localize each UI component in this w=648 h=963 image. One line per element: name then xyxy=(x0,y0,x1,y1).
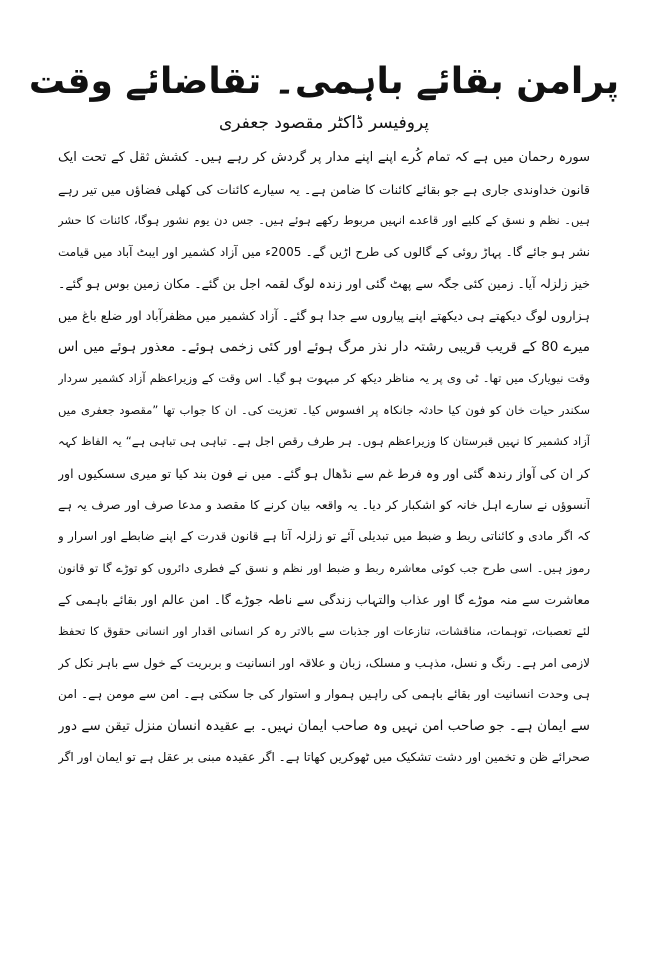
body-line: کہ اگر مادی و کائناتی ربط و ضبط میں تبدیلی آئے تو زلزلہ آتا ہے قانون قدرت کے اپنے ضابطے اور اسرار و xyxy=(58,529,590,544)
body-line: ہزاروں لوگ دیکھتے ہی دیکھتے اپنے پیاروں سے جدا ہو گئے۔ آزاد کشمیر میں مظفرآباد اور ضلع باغ میں xyxy=(58,307,590,323)
body-line: آنسوؤں نے سارے اہل خانہ کو اشکبار کر دیا۔ یہ واقعہ بیان کرنے کا مقصد و مدعا صرف اور صرف یہ ہے xyxy=(58,497,590,512)
body-line: وقت نیویارک میں تھا۔ ٹی وی پر یہ مناظر دیکھ کر مبہوت ہو گیا۔ اس وقت کے وزیراعظم آزاد کشمیر سردار xyxy=(58,371,590,386)
article-title: پرامن بقائے باہمی۔ تقاضائے وقت xyxy=(28,61,620,103)
body-line: سکندر حیات خان کو فون کیا حادثہ جانکاہ پر افسوس کیا۔ تعزیت کی۔ ان کا جواب تھا ”مقصود جعفری میں xyxy=(58,402,590,417)
body-line: سے ایمان ہے۔ جو صاحب امن نہیں وہ صاحب ایمان نہیں۔ بے عقیدہ انسان منزل تیقن سے دور xyxy=(58,717,590,734)
article-author: پروفیسر ڈاکٹر مقصود جعفری xyxy=(218,113,430,133)
body-line: ہیں۔ نظم و نسق کے کلیے اور قاعدے انہیں مربوط رکھے ہوئے ہیں۔ جس دن یوم نشور ہوگا، کائنات کا حشر xyxy=(58,213,590,228)
body-line: لازمی امر ہے۔ رنگ و نسل، مذہب و مسلک، زبان و علاقہ اور انسانیت و بربریت کے خول سے باہر نکل کر xyxy=(58,655,590,670)
body-line: لئے تعصبات، توہمات، مناقشات، تنازعات اور جذبات سے بالاتر رہ کر انسانی اقدار اور انسانی حقوق کا تحفظ xyxy=(58,623,590,638)
body-line: معاشرت سے منہ موڑے گا اور عذاب والتہاب زندگی سے ناطہ جوڑے گا۔ امن عالم اور بقائے باہمی کے xyxy=(58,592,590,608)
body-line: خیز زلزلہ آیا۔ زمین کئی جگہ سے پھٹ گئی اور زندہ لوگ لقمہ اجل بن گئے۔ مکان زمین بوس ہو گئے۔ xyxy=(58,276,590,292)
article-body xyxy=(58,142,590,774)
body-line: آزاد کشمیر کا نہیں قبرستان کا وزیراعظم ہوں۔ ہر طرف رقص اجل ہے۔ تباہی ہی تباہی ہے“ یہ الفاظ کہہ xyxy=(58,434,590,449)
body-line: ہی وحدت انسانیت اور بقائے باہمی کی راہیں ہموار و استوار کی جا سکتی ہے۔ امن سے مومن ہے۔ امن xyxy=(58,687,590,702)
body-line: سورہ رحمان میں ہے کہ تمام کُرے اپنے اپنے مدار پر گردش کر رہے ہیں۔ کشش ثقل کے تحت ایک xyxy=(58,150,590,165)
body-line: رموز ہیں۔ اسی طرح جب کوئی معاشرہ ربط و ضبط اور نظم و نسق کے فطری دائروں کو توڑے گا تو قانون xyxy=(58,560,590,575)
body-line: نشر ہو جائے گا۔ پہاڑ روئی کے گالوں کی طرح اڑیں گے۔ 2005ء میں آزاد کشمیر اور ایبٹ آباد میں قیامت xyxy=(58,244,590,259)
body-line: صحرائے ظن و تخمین اور دشت تشکیک میں ٹھوکریں کھاتا ہے۔ اگر عقیدہ مبنی بر عقل ہے تو ایمان اور اگر xyxy=(58,750,590,765)
body-line: میرے 80 کے قریب قریبی رشتہ دار نذر مرگ ہوئے اور کئی زخمی ہوئے۔ معذور ہوئے میں اس xyxy=(58,338,590,355)
body-line: قانون خداوندی جاری ہے جو بقائے کائنات کا ضامن ہے۔ یہ سیارے کائنات کی کھلی فضاؤں میں تیر رہے xyxy=(58,181,590,197)
body-line: کر ان کی آواز رندھ گئی اور وہ فرط غم سے نڈھال ہو گئے۔ میں نے فون بند کیا تو میری سسکیوں اور xyxy=(58,465,590,481)
